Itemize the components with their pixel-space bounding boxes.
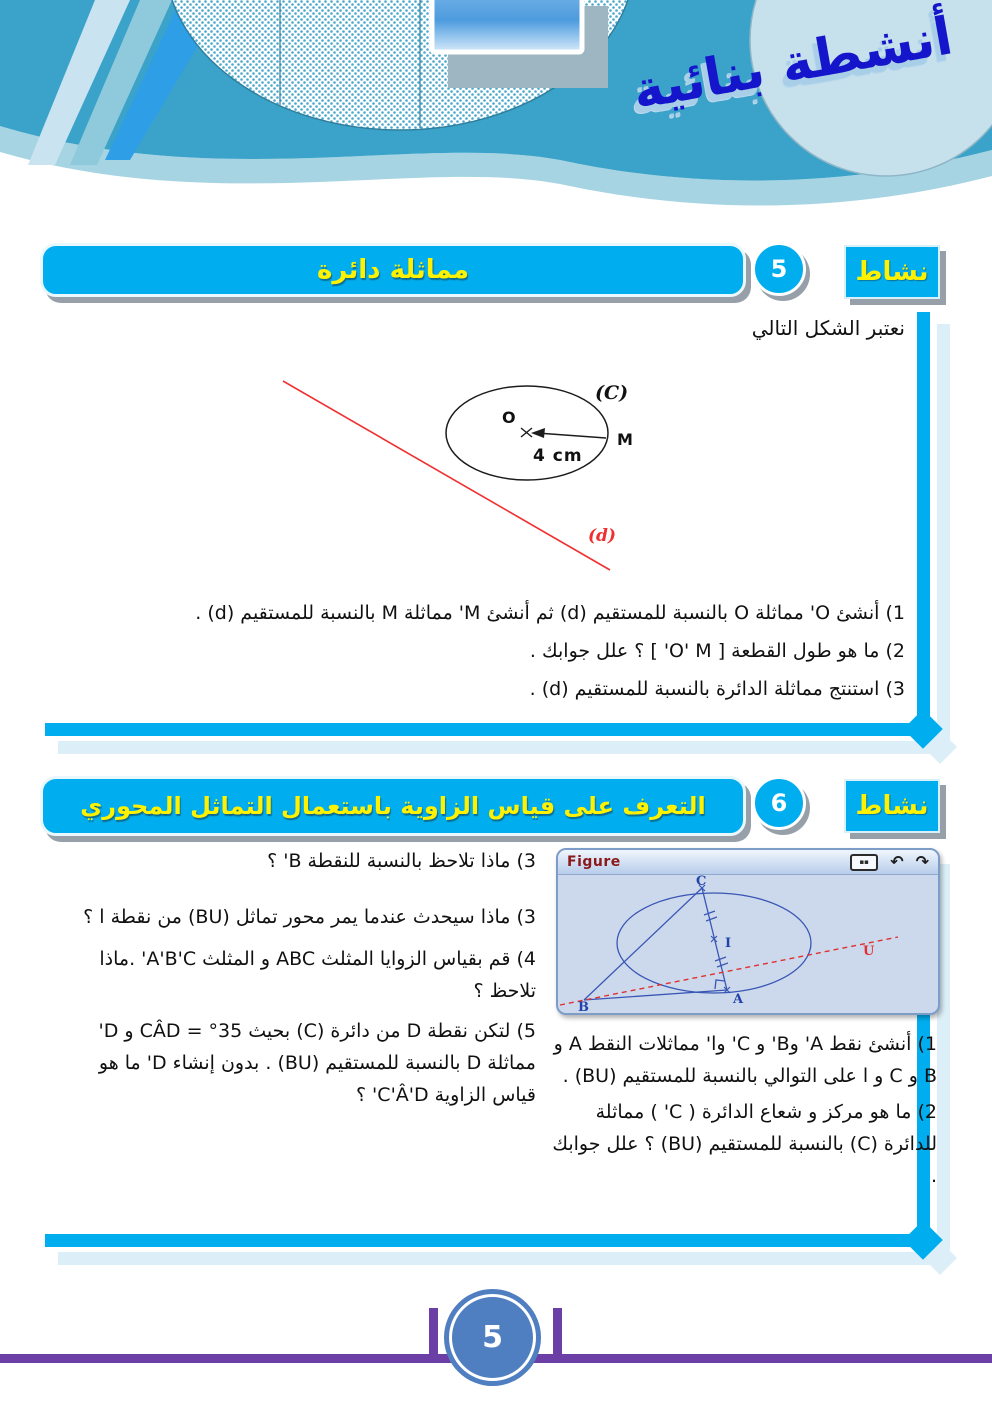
tick-mark xyxy=(704,911,715,915)
activity6-question-right-1: 1) أنشئ نقط A' وB' و C' وا' مماثلات النقط A و B و C و ا على التوالي بالنسبة للمستقيم (BU) . xyxy=(553,1033,937,1087)
tick-mark xyxy=(717,963,728,967)
activity6-badge xyxy=(844,779,940,833)
activity5-frame-hbar xyxy=(45,723,925,736)
activity5-question-3: 3) استنتج مماثلة الدائرة بالنسبة للمستقيم (d) . xyxy=(529,678,905,700)
label-A: A xyxy=(733,992,744,1007)
activity5-title: مماثلة دائرة xyxy=(316,255,470,285)
segment-BA xyxy=(584,990,727,1000)
radius-arrowhead xyxy=(531,428,545,438)
activity6-number: 6 xyxy=(770,789,788,817)
label-U: U xyxy=(863,944,875,959)
header-gradient-rect xyxy=(432,0,582,52)
activity6-frame-hbar xyxy=(45,1234,925,1247)
activity6-title-bar xyxy=(40,776,746,836)
activity6-question-right-2: 2) ما هو مركز و شعاع الدائرة ( C' ) مماثلة للدائرة (C) بالنسبة للمستقيم (BU) ؟ علل جوابك . xyxy=(552,1101,937,1187)
activity6-question-left-2: 3) ماذا سيحدث عندما يمر محور تماثل (BU) من نقطة ا ؟ xyxy=(83,906,536,928)
activity5-number-circle xyxy=(752,242,806,296)
redo-icon: ↷ xyxy=(915,852,929,871)
activity6-question-left-4: 5) لتكن نقطة D من دائرة (C) بحيث 35° = CÂD و D' مماثلة D بالنسبة للمستقيم (BU) . بدون إنشاء D' ما هو قياس الزاوية C'Â'D' ؟ xyxy=(98,1020,536,1106)
geometry-window xyxy=(556,848,940,1015)
activity5-badge xyxy=(844,245,940,299)
activity5-title-bar xyxy=(40,243,746,297)
page-number: 5 xyxy=(482,1320,503,1355)
activity5-figure xyxy=(255,365,655,580)
activity6-badge-label: نشاط xyxy=(855,791,929,821)
label-B: B xyxy=(578,1000,589,1012)
geometry-window-titlebar xyxy=(558,850,938,875)
activity5-intro: نعتبر الشكل التالي xyxy=(751,316,905,340)
geometry-window-title: Figure xyxy=(567,854,621,870)
activity6-questions-left xyxy=(58,845,536,1111)
activity5-frame-vbar xyxy=(917,312,930,736)
capture-icon: ▪▪ xyxy=(850,854,878,871)
footer-tick-right xyxy=(553,1308,562,1358)
activity5-questions xyxy=(85,594,905,708)
activity5-frame-hbar-shadow xyxy=(58,741,943,754)
activity6-number-circle xyxy=(752,776,806,830)
activity5-badge-label: نشاط xyxy=(855,257,929,287)
tick-mark xyxy=(715,957,726,961)
activity5-question-2: 2) ما هو طول القطعة [ O' M' ] ؟ علل جوابك . xyxy=(529,640,905,662)
activity6-question-left-3: 4) قم بقياس الزوايا المثلث ABC و المثلث A'B'C' .ماذا تلاحظ ؟ xyxy=(99,948,536,1002)
segment-BC xyxy=(584,888,702,1000)
activity6-title: التعرف على قياس الزاوية باستعمال التماثل المحوري xyxy=(80,792,706,820)
right-angle-mark xyxy=(715,980,725,989)
page-number-circle xyxy=(444,1289,541,1386)
radius-arrow xyxy=(537,433,606,438)
label-circle-C: (C) xyxy=(595,382,629,404)
label-I: I xyxy=(725,936,732,951)
label-line-d: (d) xyxy=(588,526,616,546)
label-O: O xyxy=(502,408,516,427)
activity6-frame-hbar-shadow xyxy=(58,1252,943,1265)
tick-mark xyxy=(706,917,717,921)
label-C: C xyxy=(696,875,707,889)
activity6-questions-right xyxy=(545,1028,937,1192)
label-M: M xyxy=(617,430,633,449)
geometry-window-icons xyxy=(850,854,929,871)
activity5-question-1: 1) أنشئ O' مماثلة O بالنسبة للمستقيم (d) ثم أنشئ M' مماثلة M بالنسبة للمستقيم (d) . xyxy=(195,602,905,624)
footer-tick-left xyxy=(429,1308,438,1358)
undo-icon: ↶ xyxy=(890,852,904,871)
activity5-frame-vbar-shadow xyxy=(937,324,950,752)
activity6-question-left-1: 3) ماذا تلاحظ بالنسبة للنقطة B' ؟ xyxy=(267,850,536,872)
page-title: أنشطة بنائية xyxy=(628,6,957,122)
circle xyxy=(617,893,811,993)
geometry-drawing xyxy=(558,875,934,1012)
label-radius: 4 cm xyxy=(533,446,583,466)
activity5-number: 5 xyxy=(770,255,788,283)
page-header xyxy=(0,0,992,235)
